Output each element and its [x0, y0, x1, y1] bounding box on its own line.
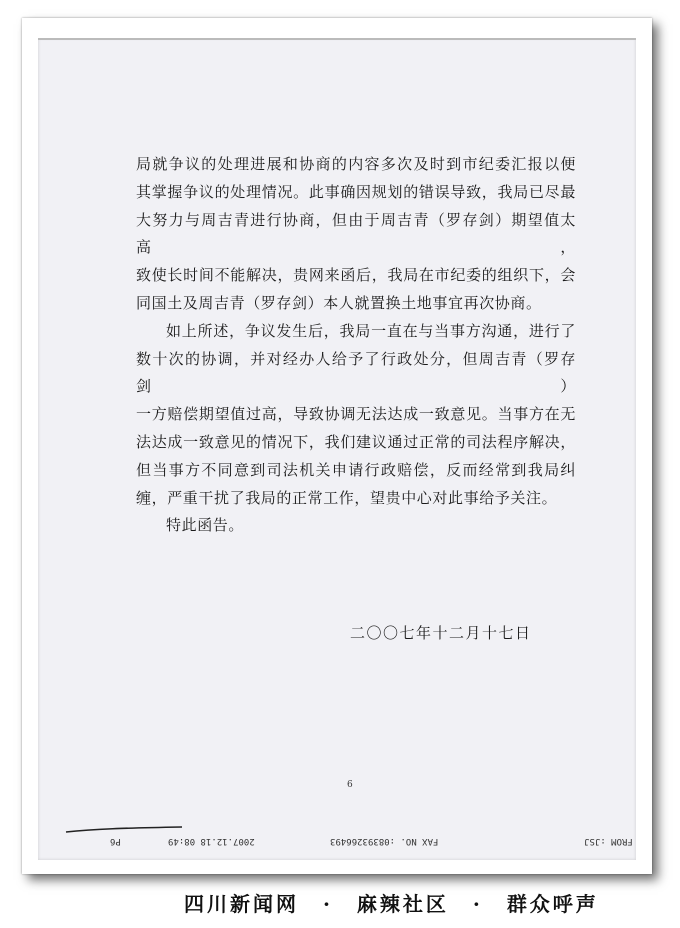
- footer-separator: ·: [472, 892, 483, 916]
- body-line: 其掌握争议的处理情况。此事确因规划的错误导致，我局已尽最: [136, 182, 576, 201]
- body-line: 缠，严重干扰了我局的正常工作，望贵中心对此事给予关注。: [136, 488, 558, 507]
- body-line: 一方赔偿期望值过高，导致协调无法达成一致意见。当事方在无: [136, 405, 576, 424]
- page-number: 6: [347, 780, 353, 790]
- body-line: 局就争议的处理进展和协商的内容多次及时到市纪委汇报以便: [136, 155, 576, 173]
- body-line: 如上所述，争议发生后，我局一直在与当事方沟通，进行了: [166, 321, 576, 340]
- footer-separator: ·: [322, 892, 333, 916]
- fax-number: FAX NO. :08393266493: [330, 836, 439, 846]
- body-line: 大努力与周吉青进行协商，但由于周吉青（罗存剑）期望值太高，: [136, 210, 576, 257]
- footer-caption: [184, 888, 599, 917]
- footer-section: 麻辣社区: [356, 892, 449, 916]
- footer-column: 群众呼声: [506, 892, 599, 916]
- footer-site: 四川新闻网: [184, 892, 299, 916]
- body-line: 法达成一致意见的情况下，我们建议通过正常的司法程序解决，: [136, 432, 576, 451]
- closing-line: 特此函告。: [166, 516, 245, 535]
- document-date: 二〇〇七年十二月十七日: [350, 624, 532, 642]
- body-line: 致使长时间不能解决，贵网来函后，我局在市纪委的组织下，会: [136, 266, 576, 285]
- body-line: 但当事方不同意到司法机关申请行政赔偿，反而经常到我局纠: [136, 460, 576, 479]
- fax-datetime: 2007.12.18 08:49: [168, 836, 255, 846]
- pen-mark: [64, 826, 184, 834]
- fax-page: P6: [110, 836, 121, 846]
- page-edge: [38, 38, 636, 40]
- fax-from: FROM :JSJ: [584, 836, 633, 846]
- body-line: 同国土及周吉青（罗存剑）本人就置换土地事宜再次协商。: [136, 293, 542, 312]
- document-body: [136, 151, 576, 540]
- body-line: 数十次的协调，并对经办人给予了行政处分，但周吉青（罗存剑）: [136, 349, 576, 396]
